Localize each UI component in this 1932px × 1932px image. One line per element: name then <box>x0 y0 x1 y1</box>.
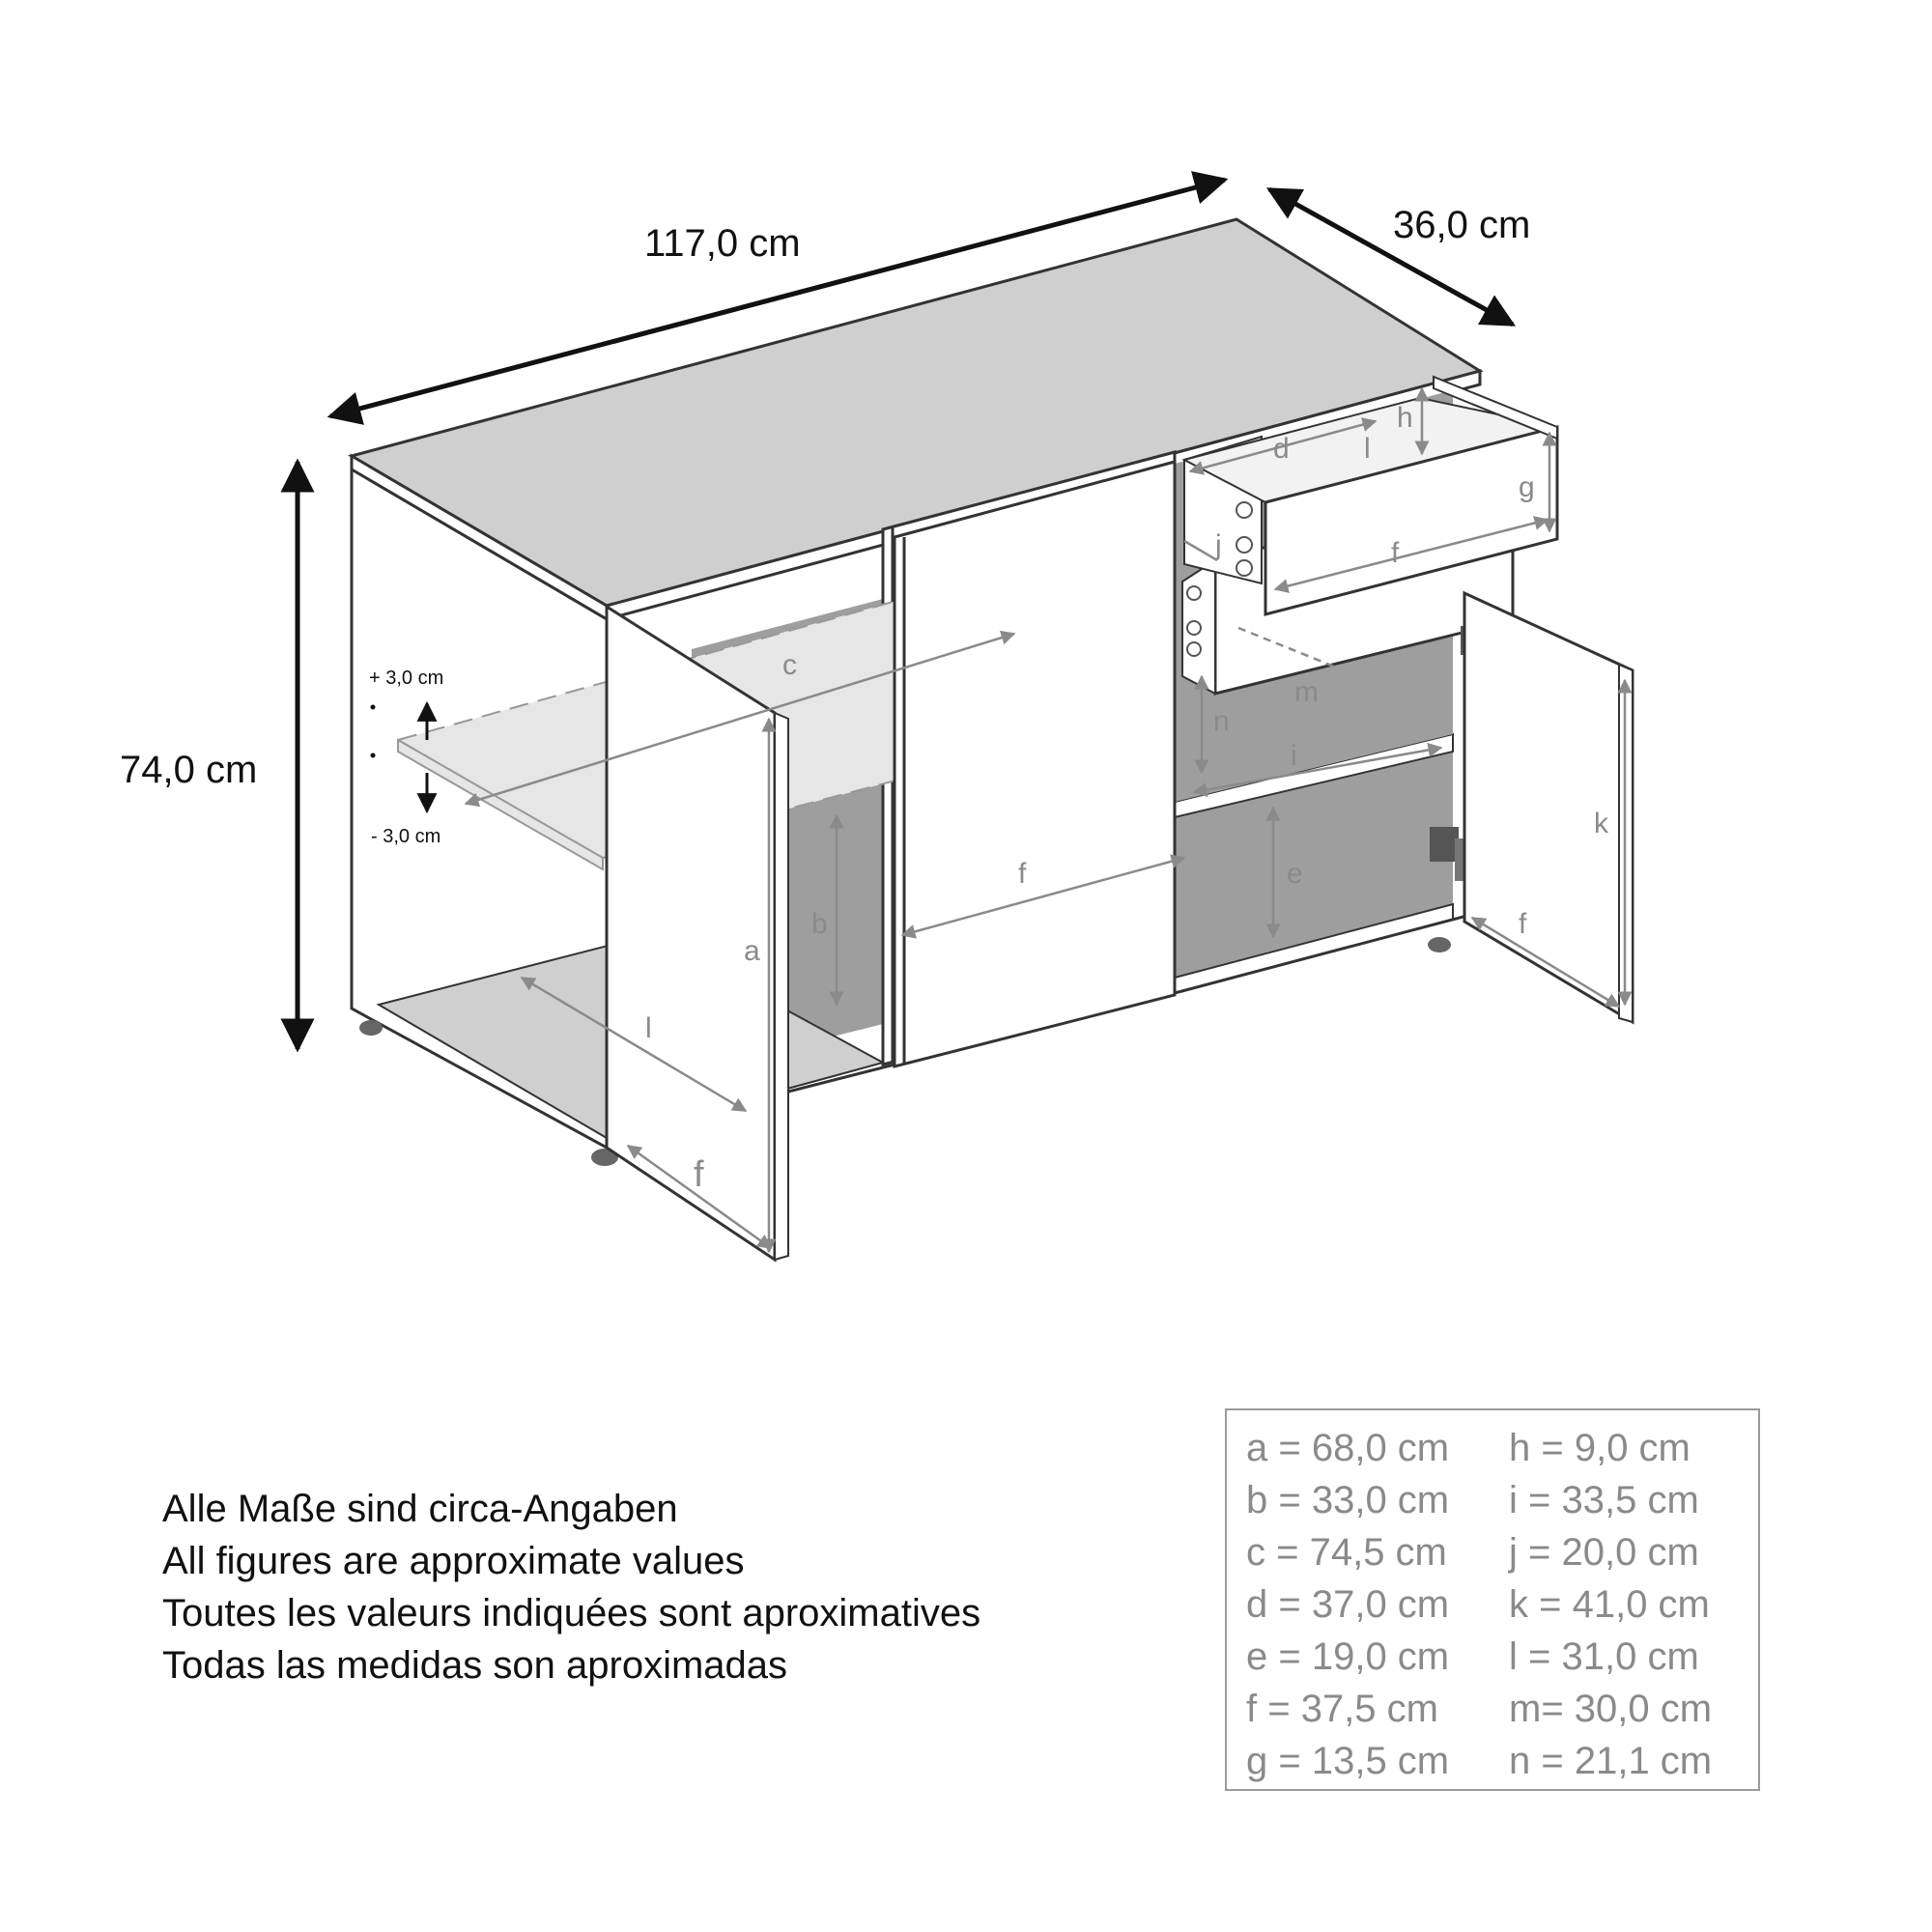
label-f-right-door: f <box>1519 908 1527 940</box>
legend-entry-e: e = 19,0 cm <box>1246 1634 1450 1678</box>
depth-label: 36,0 cm <box>1393 204 1531 246</box>
note-french: Toutes les valeurs indiquées sont aproximatives <box>162 1592 981 1634</box>
legend-row <box>1246 1735 1758 1787</box>
note-spanish: Todas las medidas son aproximadas <box>162 1644 788 1687</box>
label-f-drawer: f <box>1391 537 1400 569</box>
legend-row <box>1246 1631 1758 1683</box>
legend-entry-d: d = 37,0 cm <box>1246 1582 1450 1626</box>
approximate-values-notes <box>162 1483 1128 1691</box>
label-l-bottom: l <box>645 1012 652 1044</box>
legend-row <box>1246 1474 1758 1526</box>
legend-row <box>1246 1526 1758 1578</box>
label-f-center: f <box>1018 858 1027 890</box>
label-i: i <box>1291 740 1297 772</box>
shelf-up-label: + 3,0 cm <box>369 668 444 689</box>
measurement-legend <box>1225 1408 1760 1791</box>
note-english: All figures are approximate values <box>162 1540 745 1582</box>
label-b: b <box>811 908 828 940</box>
legend-row <box>1246 1683 1758 1735</box>
label-a: a <box>744 935 760 967</box>
legend-entry-j: j = 20,0 cm <box>1509 1530 1699 1574</box>
foot-left <box>359 1020 383 1036</box>
legend-entry-m: m= 30,0 cm <box>1509 1687 1713 1730</box>
label-g: g <box>1519 471 1535 503</box>
legend-entry-h: h = 9,0 cm <box>1509 1426 1690 1469</box>
legend-entry-c: c = 74,5 cm <box>1246 1530 1447 1574</box>
legend-entry-b: b = 33,0 cm <box>1246 1478 1450 1521</box>
label-d: d <box>1273 433 1290 465</box>
legend-entry-k: k = 41,0 cm <box>1509 1582 1710 1626</box>
height-label: 74,0 cm <box>120 749 258 791</box>
label-c: c <box>782 649 797 681</box>
label-n: n <box>1213 705 1230 737</box>
legend-entry-f: f = 37,5 cm <box>1246 1687 1438 1730</box>
center-front-panel <box>895 462 1175 1066</box>
shelf-down-label: - 3,0 cm <box>371 826 441 847</box>
label-j: j <box>1215 529 1222 561</box>
label-k: k <box>1594 808 1608 839</box>
label-h: h <box>1397 402 1413 434</box>
legend-entry-i: i = 33,5 cm <box>1509 1478 1699 1521</box>
legend-entry-l: l = 31,0 cm <box>1509 1634 1699 1678</box>
legend-entry-a: a = 68,0 cm <box>1246 1426 1450 1469</box>
label-e: e <box>1287 858 1303 890</box>
note-german: Alle Maße sind circa-Angaben <box>162 1488 678 1530</box>
legend-entry-n: n = 21,1 cm <box>1509 1739 1713 1782</box>
label-m: m <box>1294 676 1319 708</box>
width-label: 117,0 cm <box>644 222 801 265</box>
label-f-left-door: f <box>694 1154 704 1195</box>
legend-entry-g: g = 13,5 cm <box>1246 1739 1450 1782</box>
legend-row <box>1246 1422 1758 1474</box>
legend-row <box>1246 1578 1758 1631</box>
label-l-drawer: l <box>1364 433 1371 465</box>
foot-right <box>1428 937 1451 952</box>
